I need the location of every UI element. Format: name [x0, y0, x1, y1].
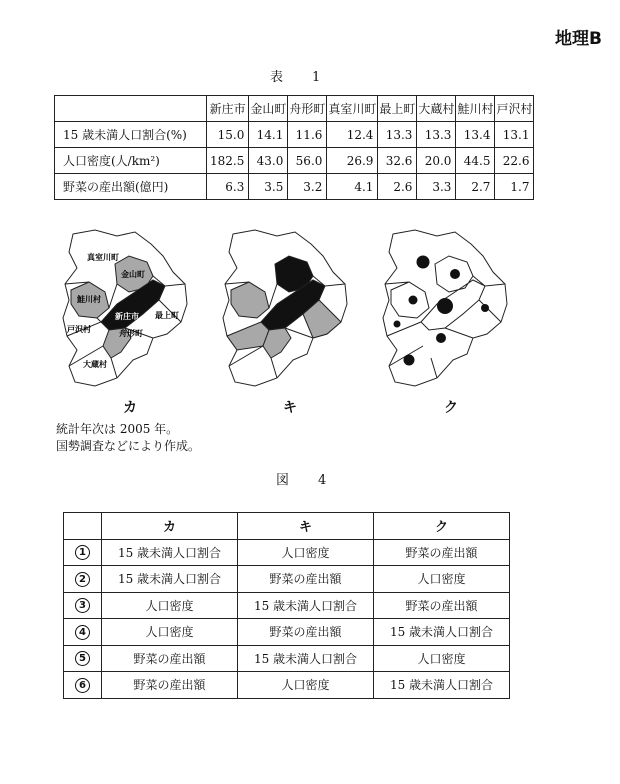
table1-col-header: 大蔵村	[417, 96, 456, 122]
choice-number[interactable]: 5	[75, 651, 90, 666]
answer-choice-cell	[64, 566, 102, 593]
answer-cell: 野菜の産出額	[102, 645, 238, 672]
answer-row[interactable]	[64, 645, 510, 672]
choice-number[interactable]: 6	[75, 678, 90, 693]
answer-table	[63, 512, 510, 699]
table1-col-header: 最上町	[378, 96, 417, 122]
table1-cell: 6.3	[207, 174, 249, 200]
answer-choice-cell	[64, 672, 102, 699]
answer-cell: 15 歳未満人口割合	[102, 539, 238, 566]
answer-choice-cell	[64, 539, 102, 566]
table1-col-header: 鮭川村	[456, 96, 495, 122]
map-ku-dot	[437, 298, 453, 314]
table1-col-header: 戸沢村	[495, 96, 534, 122]
table1-cell: 22.6	[495, 148, 534, 174]
map-ku-dot	[404, 355, 415, 366]
table1-cell: 43.0	[249, 148, 288, 174]
table1-cell: 3.3	[417, 174, 456, 200]
subject-title: 地理B	[555, 29, 602, 49]
table1-cell: 13.3	[378, 122, 417, 148]
table1	[54, 95, 534, 200]
map-ku-dot	[450, 269, 460, 279]
table1-cell: 14.1	[249, 122, 288, 148]
answer-row[interactable]	[64, 566, 510, 593]
answer-cell: 人口密度	[102, 592, 238, 619]
answer-table-header-row	[64, 513, 510, 540]
answer-row[interactable]	[64, 539, 510, 566]
answer-choice-cell	[64, 592, 102, 619]
table1-row	[55, 174, 534, 200]
map-ka-town-label: 鮭川村	[77, 295, 101, 304]
answer-cell: 15 歳未満人口割合	[374, 619, 510, 646]
map-ka-town-label: 戸沢村	[67, 325, 91, 334]
map-ki	[215, 226, 365, 396]
map-ku-label: ク	[444, 400, 458, 416]
map-ku	[375, 226, 525, 396]
answer-cell: 15 歳未満人口割合	[238, 592, 374, 619]
table1-caption: 表 1	[270, 70, 329, 85]
table1-cell: 13.1	[495, 122, 534, 148]
table1-cell: 2.7	[456, 174, 495, 200]
table1-col-header: 真室川町	[327, 96, 378, 122]
table1-cell: 32.6	[378, 148, 417, 174]
map-ka-town-label: 舟形町	[119, 329, 143, 338]
answer-row[interactable]	[64, 592, 510, 619]
answer-cell: 15 歳未満人口割合	[374, 672, 510, 699]
table1-cell: 3.2	[288, 174, 327, 200]
table1-col-header: 舟形町	[288, 96, 327, 122]
table1-row	[55, 122, 534, 148]
table1-cell: 56.0	[288, 148, 327, 174]
table1-col-header: 新庄市	[207, 96, 249, 122]
table1-cell: 15.0	[207, 122, 249, 148]
answer-row[interactable]	[64, 619, 510, 646]
answer-col-header: ク	[374, 513, 510, 540]
table1-cell: 4.1	[327, 174, 378, 200]
answer-cell: 野菜の産出額	[374, 539, 510, 566]
choice-number[interactable]: 4	[75, 625, 90, 640]
map-ka-label: カ	[123, 400, 137, 416]
choice-number[interactable]: 2	[75, 572, 90, 587]
table1-col-header: 金山町	[249, 96, 288, 122]
map-ku-dot	[409, 296, 418, 305]
answer-cell: 野菜の産出額	[238, 619, 374, 646]
note-year: 統計年次は 2005 年。	[56, 422, 179, 436]
table1-header-row	[55, 96, 534, 122]
table1-cell: 13.3	[417, 122, 456, 148]
answer-row[interactable]	[64, 672, 510, 699]
map-ku-dot	[394, 321, 401, 328]
table1-cell: 44.5	[456, 148, 495, 174]
table1-cell: 13.4	[456, 122, 495, 148]
table1-cell: 12.4	[327, 122, 378, 148]
table1-row-label: 野菜の産出額(億円)	[55, 174, 207, 200]
choice-number[interactable]: 1	[75, 545, 90, 560]
table1-row-label: 15 歳未満人口割合(%)	[55, 122, 207, 148]
table1-cell: 11.6	[288, 122, 327, 148]
table1-corner-cell	[55, 96, 207, 122]
table1-cell: 2.6	[378, 174, 417, 200]
map-ku-dot	[436, 333, 446, 343]
answer-cell: 野菜の産出額	[238, 566, 374, 593]
answer-cell: 人口密度	[374, 566, 510, 593]
answer-cell: 野菜の産出額	[374, 592, 510, 619]
table1-row	[55, 148, 534, 174]
answer-cell: 人口密度	[102, 619, 238, 646]
table1-cell: 182.5	[207, 148, 249, 174]
answer-cell: 15 歳未満人口割合	[238, 645, 374, 672]
table1-cell: 3.5	[249, 174, 288, 200]
map-ki-label: キ	[283, 400, 297, 416]
map-ka-town-label: 真室川町	[87, 253, 119, 262]
table1-cell: 20.0	[417, 148, 456, 174]
table1-cell: 1.7	[495, 174, 534, 200]
answer-col-header: キ	[238, 513, 374, 540]
answer-cell: 人口密度	[374, 645, 510, 672]
map-ka-town-label: 最上町	[155, 311, 179, 320]
map-ka-town-label: 新庄市	[115, 312, 139, 321]
answer-cell: 人口密度	[238, 539, 374, 566]
map-ku-dot	[417, 256, 430, 269]
figure-caption: 図 4	[276, 473, 335, 488]
note-source: 国勢調査などにより作成。	[56, 439, 201, 453]
answer-table-corner-cell	[64, 513, 102, 540]
table1-cell: 26.9	[327, 148, 378, 174]
choice-number[interactable]: 3	[75, 598, 90, 613]
table1-row-label: 人口密度(人/km²)	[55, 148, 207, 174]
answer-choice-cell	[64, 645, 102, 672]
map-ku-dot	[481, 304, 489, 312]
map-ka	[55, 226, 205, 396]
answer-cell: 野菜の産出額	[102, 672, 238, 699]
map-ka-town-label: 大蔵村	[83, 360, 107, 369]
map-ka-town-label: 金山町	[121, 270, 145, 279]
answer-choice-cell	[64, 619, 102, 646]
answer-cell: 人口密度	[238, 672, 374, 699]
answer-col-header: カ	[102, 513, 238, 540]
answer-cell: 15 歳未満人口割合	[102, 566, 238, 593]
